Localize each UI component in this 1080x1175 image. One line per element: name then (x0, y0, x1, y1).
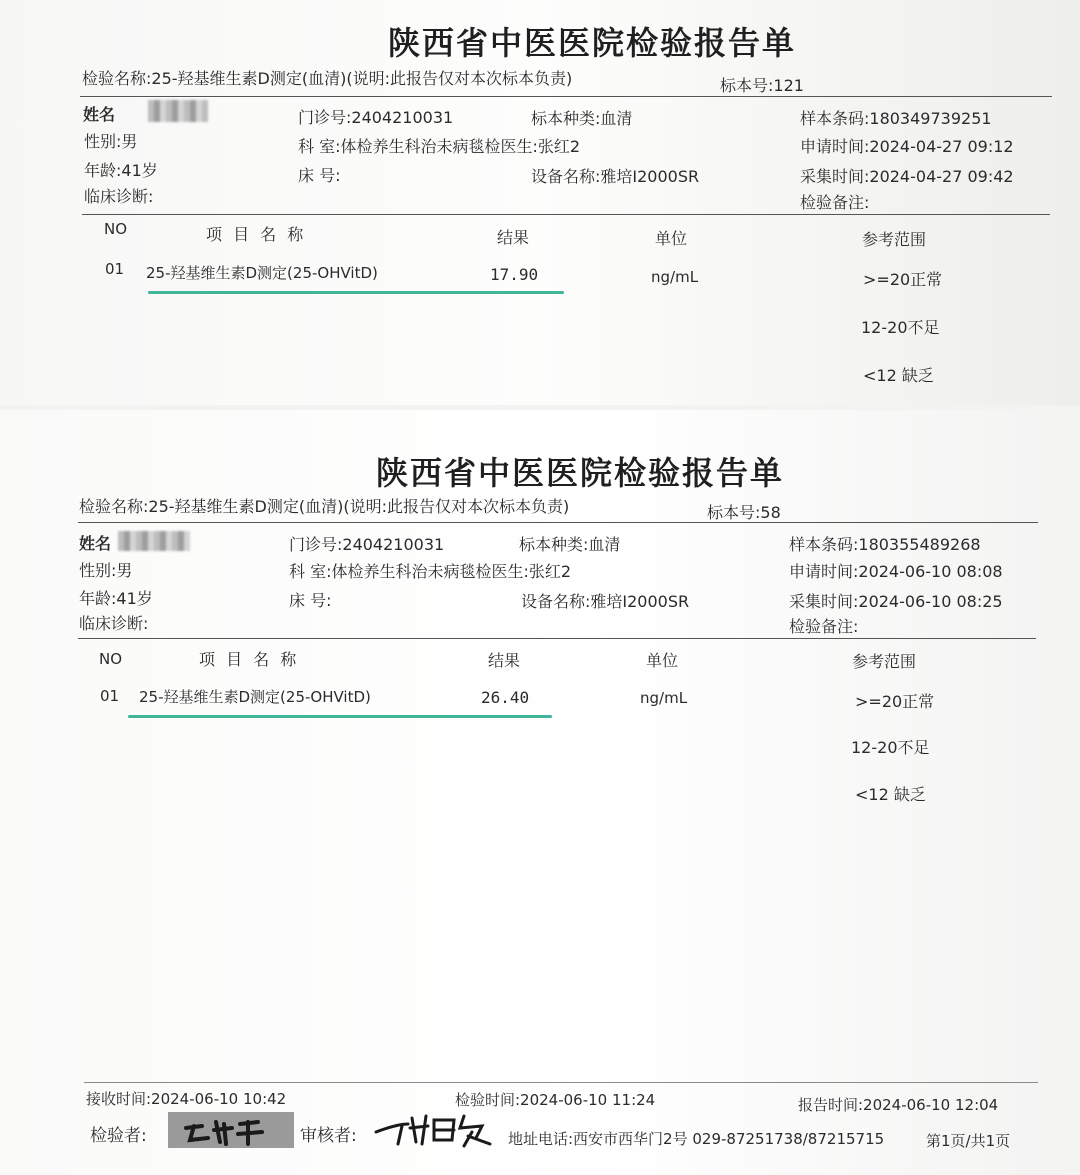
clinical-diagnosis: 临床诊断: (79, 614, 149, 633)
patient-name-label: 姓名 (83, 105, 116, 124)
col-header-no: NO (104, 220, 128, 238)
col-header-range: 参考范围 (862, 230, 927, 249)
specimen-number: 标本号:121 (720, 76, 804, 95)
row-result: 17.90 (490, 265, 539, 284)
table-top-rule (78, 638, 1036, 639)
test-remark: 检验备注: (800, 193, 870, 212)
specimen-number: 标本号:58 (707, 503, 781, 522)
apply-time: 申请时间:2024-04-27 09:12 (800, 137, 1014, 156)
specimen-type: 标本种类:血清 (519, 535, 621, 554)
row-result: 26.40 (481, 688, 530, 707)
range-normal: >=20正常 (863, 270, 943, 289)
range-insufficient: 12-20不足 (851, 738, 930, 757)
apply-time: 申请时间:2024-06-10 08:08 (789, 562, 1003, 581)
col-header-result: 结果 (497, 228, 530, 247)
test-time: 检验时间:2024-06-10 11:24 (455, 1091, 656, 1109)
test-name-line: 检验名称:25-羟基维生素D测定(血清)(说明:此报告仅对本次标本负责) (79, 497, 570, 516)
bed-number: 床 号: (298, 166, 341, 185)
patient-name-label: 姓名 (79, 534, 112, 553)
col-header-unit: 单位 (646, 651, 679, 670)
table-top-rule (82, 214, 1050, 215)
col-header-range: 参考范围 (852, 652, 917, 671)
collect-time: 采集时间:2024-06-10 08:25 (789, 592, 1003, 611)
address-phone: 地址电话:西安市西华门2号 029-87251738/87215715 (508, 1130, 885, 1148)
row-unit: ng/mL (651, 268, 699, 286)
report-sheet-2 (0, 410, 1080, 1175)
patient-age: 年龄:41岁 (84, 161, 158, 180)
range-normal: >=20正常 (855, 692, 935, 711)
sample-barcode: 样本条码:180355489268 (789, 535, 981, 554)
receive-time: 接收时间:2024-06-10 10:42 (86, 1090, 287, 1108)
result-highlight-line (148, 291, 564, 294)
redacted-name (148, 100, 208, 122)
report-sheet-1 (0, 0, 1080, 405)
header-rule (78, 522, 1038, 523)
row-item-name: 25-羟基维生素D测定(25-OHVitD) (146, 264, 378, 282)
department-doctor: 科 室:体检养生科治未病毯检医生:张红2 (298, 137, 581, 156)
clinic-number: 门诊号:2404210031 (298, 108, 454, 127)
row-unit: ng/mL (640, 689, 688, 707)
reviewer-signature (372, 1106, 498, 1150)
col-header-unit: 单位 (655, 229, 688, 248)
range-insufficient: 12-20不足 (861, 318, 940, 337)
col-header-item: 项 目 名 称 (199, 650, 300, 669)
bed-number: 床 号: (289, 591, 332, 610)
reviewer-label: 审核者: (300, 1126, 357, 1146)
test-remark: 检验备注: (789, 617, 859, 636)
clinical-diagnosis: 临床诊断: (84, 187, 154, 206)
row-item-name: 25-羟基维生素D测定(25-OHVitD) (139, 688, 371, 706)
col-header-item: 项 目 名 称 (206, 225, 307, 244)
report-title: 陕西省中医医院检验报告单 (376, 454, 785, 492)
sample-barcode: 样本条码:180349739251 (800, 109, 992, 128)
range-deficient: <12 缺乏 (855, 785, 926, 804)
device-name: 设备名称:雅培I2000SR (521, 592, 690, 611)
col-header-no: NO (99, 650, 123, 668)
range-deficient: <12 缺乏 (863, 366, 934, 385)
tester-label: 检验者: (90, 1126, 147, 1146)
redacted-name (118, 531, 190, 551)
row-no: 01 (105, 260, 125, 278)
collect-time: 采集时间:2024-04-27 09:42 (800, 167, 1014, 186)
row-no: 01 (100, 687, 120, 705)
tester-signature (168, 1110, 294, 1150)
result-highlight-line (128, 715, 552, 718)
col-header-result: 结果 (488, 651, 521, 670)
report-time: 报告时间:2024-06-10 12:04 (798, 1096, 999, 1114)
page-number: 第1页/共1页 (926, 1132, 1011, 1150)
header-rule (80, 96, 1052, 97)
device-name: 设备名称:雅培I2000SR (531, 167, 700, 186)
clinic-number: 门诊号:2404210031 (289, 535, 445, 554)
report-title: 陕西省中医医院检验报告单 (388, 24, 797, 62)
department-doctor: 科 室:体检养生科治未病毯检医生:张红2 (289, 562, 572, 581)
test-name-line: 检验名称:25-羟基维生素D测定(血清)(说明:此报告仅对本次标本负责) (82, 69, 573, 88)
specimen-type: 标本种类:血清 (531, 109, 633, 128)
patient-sex: 性别:男 (79, 561, 133, 580)
patient-sex: 性别:男 (84, 132, 138, 151)
patient-age: 年龄:41岁 (79, 589, 153, 608)
footer-rule (84, 1082, 1038, 1083)
